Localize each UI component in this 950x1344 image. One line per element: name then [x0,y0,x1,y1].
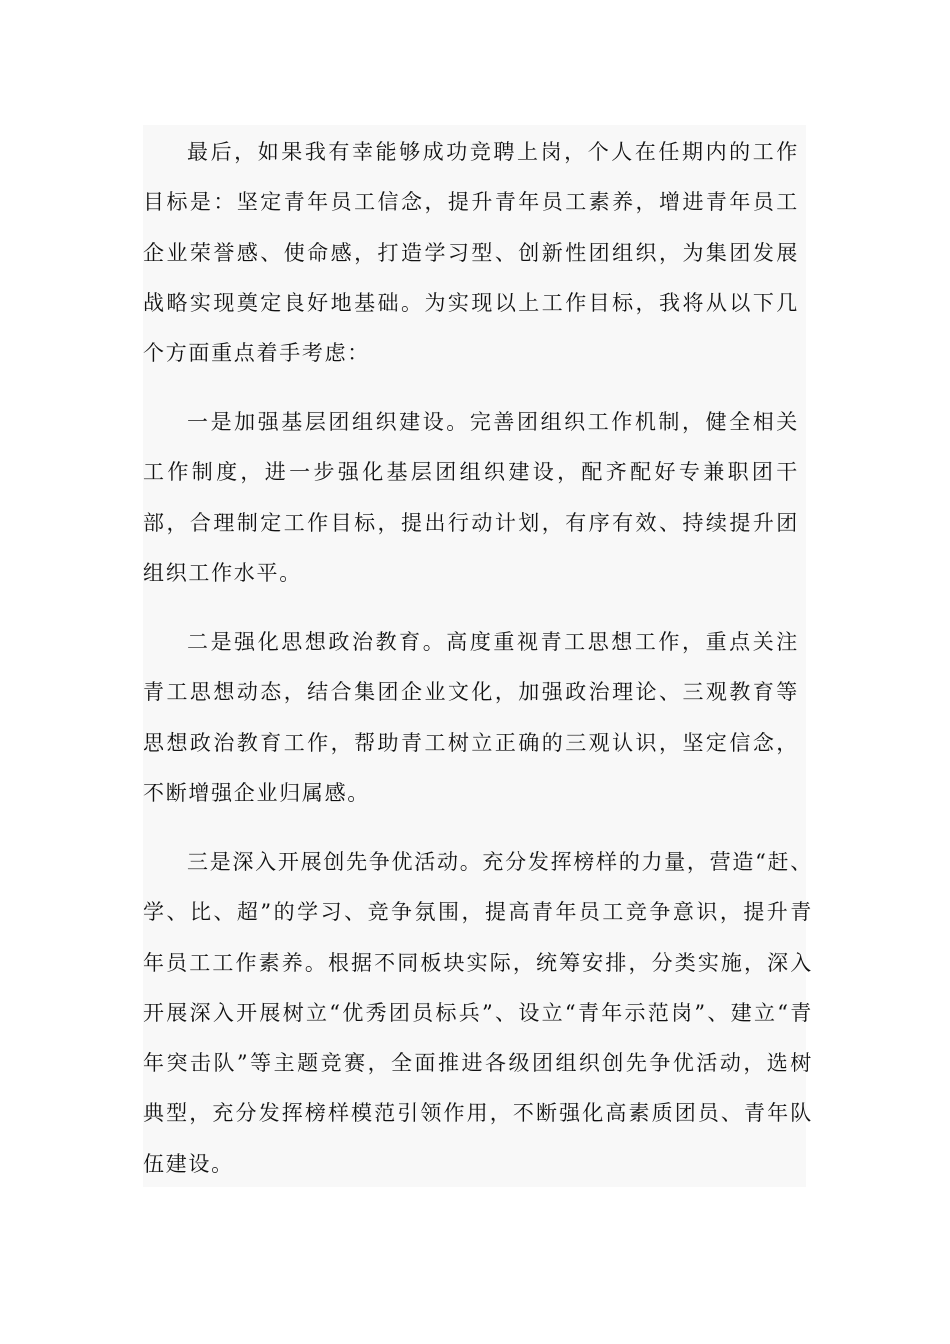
document-body [143,125,813,1187]
paragraph-excellence-activities: 三是深入开展创先争优活动。充分发挥榜样的力量，营造“赶、学、比、超”的学习、竞争氛围，提高青年员工竞争意识，提升青年员工工作素养。根据不同板块实际，统筹安排，分类实施，深入开展深入开展树立“优秀团员标兵”、设立“青年示范岗”、建立“青年突击队”等主题竞赛，全面推进各级团组织创先争优活动，选树典型，充分发挥榜样模范引领作用，不断强化高素质团员、青年队伍建设。 [143,850,813,1176]
paragraph-org-building: 一是加强基层团组织建设。完善团组织工作机制，健全相关工作制度，进一步强化基层团组织建设，配齐配好专兼职团干部，合理制定工作目标，提出行动计划，有序有效、持续提升团组织工作水平。 [143,410,799,585]
paragraph-political-education: 二是强化思想政治教育。高度重视青工思想工作，重点关注青工思想动态，结合集团企业文化，加强政治理论、三观教育等思想政治教育工作，帮助青工树立正确的三观认识，坚定信念，不断增强企业归属感。 [143,630,799,805]
paragraph-work-goals: 最后，如果我有幸能够成功竞聘上岗，个人在任期内的工作目标是：坚定青年员工信念，提升青年员工素养，增进青年员工企业荣誉感、使命感，打造学习型、创新性团组织，为集团发展战略实现奠定良好地基础。为实现以上工作目标，我将从以下几个方面重点着手考虑： [143,140,799,366]
